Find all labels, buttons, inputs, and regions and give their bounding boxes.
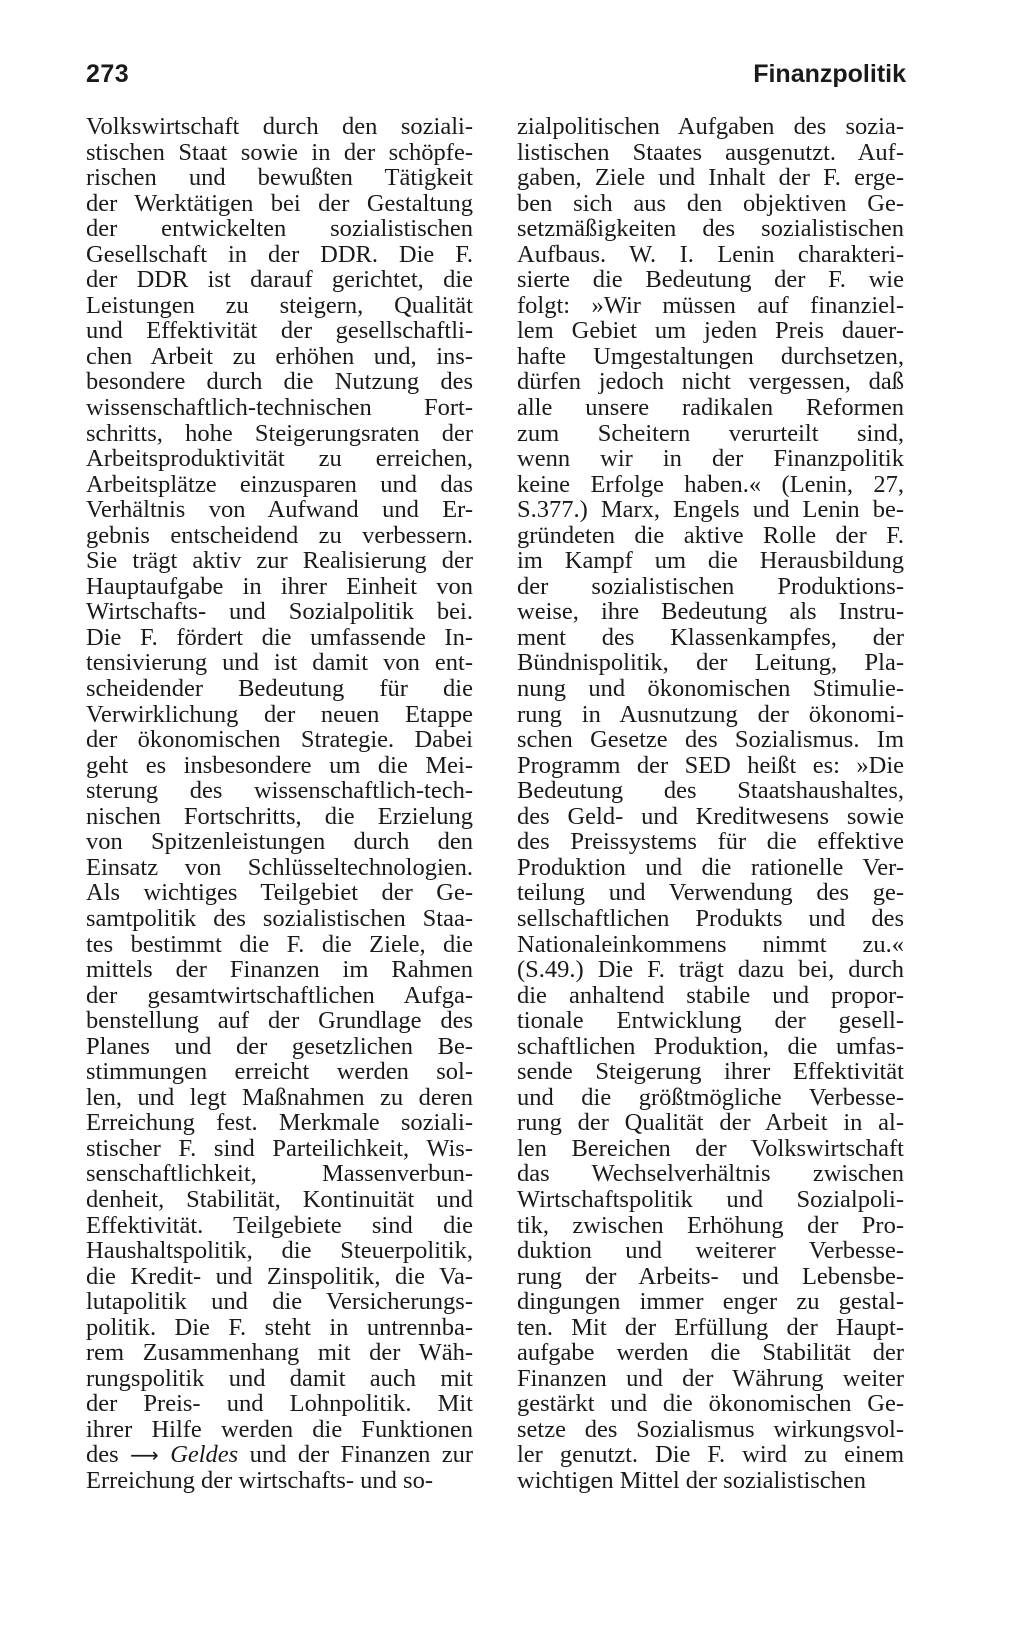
text-line: samtpolitik des sozialistischen Staa-: [86, 904, 473, 932]
text-line: und Effektivität der gesellschaftli-: [86, 317, 473, 345]
text-line: lem Gebiet um jeden Preis dauer-: [517, 317, 904, 345]
text-line: schen Gesetze des Sozialismus. Im: [517, 726, 904, 754]
text-line: Die F. fördert die umfassende In-: [86, 623, 473, 651]
text-line: rung der Qualität der Arbeit in al-: [517, 1109, 904, 1137]
text-line: Als wichtiges Teilgebiet der Ge-: [86, 879, 473, 907]
text-line: dingungen immer enger zu gestal-: [517, 1288, 904, 1316]
text-line: benstellung auf der Grundlage des: [86, 1007, 473, 1035]
text-line: ihrer Hilfe werden die Funktionen: [86, 1415, 473, 1443]
text-line: Arbeitsproduktivität zu erreichen,: [86, 445, 473, 473]
text-line: Aufbaus. W. I. Lenin charakteri-: [517, 240, 904, 268]
text-line: setzmäßigkeiten des sozialistischen: [517, 215, 904, 243]
text-line: Nationaleinkommens nimmt zu.«: [517, 930, 904, 958]
text-line: Effektivität. Teilgebiete sind die: [86, 1211, 473, 1239]
text-fragment: und der Finanzen zur: [249, 1441, 474, 1469]
text-line: Planes und der gesetzlichen Be-: [86, 1032, 473, 1060]
text-line: Sie trägt aktiv zur Realisierung der: [86, 547, 473, 575]
text-line: len Bereichen der Volkswirtschaft: [517, 1134, 904, 1162]
text-line: rung der Arbeits- und Lebensbe-: [517, 1262, 904, 1290]
text-line: teilung und Verwendung des ge-: [517, 879, 904, 907]
text-line: chen Arbeit zu erhöhen und, ins-: [86, 342, 473, 370]
text-line: rem Zusammenhang mit der Wäh-: [86, 1339, 473, 1367]
text-line: ten. Mit der Erfüllung der Haupt-: [517, 1313, 904, 1341]
text-line: gaben, Ziele und Inhalt der F. erge-: [517, 164, 904, 192]
text-line: dürfen jedoch nicht vergessen, daß: [517, 368, 904, 396]
text-line: Produktion und die rationelle Ver-: [517, 853, 904, 881]
text-line: ler genutzt. Die F. wird zu einem: [517, 1441, 904, 1469]
text-line: senschaftlichkeit, Massenverbun-: [86, 1160, 473, 1188]
text-line: des Preissystems für die effektive: [517, 828, 904, 856]
left-column: [86, 114, 473, 1494]
text-line: stischer F. sind Parteilichkeit, Wis-: [86, 1134, 473, 1162]
text-line: stischen Staat sowie in der schöpfe-: [86, 138, 473, 166]
text-line: politik. Die F. steht in untrennba-: [86, 1313, 473, 1341]
text-line: schaftlichen Produktion, die umfas-: [517, 1032, 904, 1060]
text-line: zum Scheitern verurteilt sind,: [517, 419, 904, 447]
text-line: nung und ökonomischen Stimulie-: [517, 675, 904, 703]
text-line: zialpolitischen Aufgaben des sozia-: [517, 113, 904, 140]
text-line: Einsatz von Schlüsseltechnologien.: [86, 853, 473, 881]
text-line-link: [86, 1442, 473, 1468]
text-line: im Kampf um die Herausbildung: [517, 547, 904, 575]
text-line: tionale Entwicklung der gesell-: [517, 1007, 904, 1035]
running-head: Finanzpolitik: [753, 60, 906, 88]
text-line: rungspolitik und damit auch mit: [86, 1364, 473, 1392]
text-line: aufgabe werden die Stabilität der: [517, 1339, 904, 1367]
text-line: ben sich aus den objektiven Ge-: [517, 189, 904, 217]
text-line: len, und legt Maßnahmen zu deren: [86, 1083, 473, 1111]
text-line: der ökonomischen Strategie. Dabei: [86, 726, 473, 754]
text-line: Gesellschaft in der DDR. Die F.: [86, 240, 473, 268]
text-line: sierte die Bedeutung der F. wie: [517, 266, 904, 294]
text-line: gründeten die aktive Rolle der F.: [517, 521, 904, 549]
text-fragment: des: [86, 1441, 119, 1469]
text-line: der gesamtwirtschaftlichen Aufga-: [86, 981, 473, 1009]
text-line: wichtigen Mittel der sozialistischen: [517, 1466, 867, 1494]
text-line: und die größtmögliche Verbesse-: [517, 1083, 904, 1111]
text-line: Verhältnis von Aufwand und Er-: [86, 496, 473, 524]
text-line: Wirtschaftspolitik und Sozialpoli-: [517, 1185, 904, 1213]
arrow-icon: ⟶: [130, 1443, 159, 1468]
page-number: 273: [86, 60, 130, 88]
text-line: der Preis- und Lohnpolitik. Mit: [86, 1390, 473, 1418]
cross-reference-link[interactable]: Geldes: [170, 1441, 239, 1469]
text-line: Programm der SED heißt es: »Die: [517, 751, 904, 779]
text-line: alle unsere radikalen Reformen: [517, 394, 904, 422]
text-line: Wirtschafts- und Sozialpolitik bei.: [86, 598, 473, 626]
text-line: S.377.) Marx, Engels und Lenin be-: [517, 496, 904, 524]
text-line: geht es insbesondere um die Mei-: [86, 751, 473, 779]
text-line: des Geld- und Kreditwesens sowie: [517, 802, 904, 830]
text-line: setze des Sozialismus wirkungsvol-: [517, 1415, 904, 1443]
text-line: der sozialistischen Produktions-: [517, 572, 904, 600]
text-line: scheidender Bedeutung für die: [86, 675, 473, 703]
text-line: tik, zwischen Erhöhung der Pro-: [517, 1211, 904, 1239]
text-line: der entwickelten sozialistischen: [86, 215, 473, 243]
text-line: Volkswirtschaft durch den soziali-: [86, 113, 473, 140]
text-line: die Kredit- und Zinspolitik, die Va-: [86, 1262, 473, 1290]
text-line: wenn wir in der Finanzpolitik: [517, 445, 904, 473]
text-line: rung in Ausnutzung der ökonomi-: [517, 700, 904, 728]
text-line: der Werktätigen bei der Gestaltung: [86, 189, 473, 217]
text-line: folgt: »Wir müssen auf finanziel-: [517, 291, 904, 319]
text-line: duktion und weiterer Verbesse-: [517, 1237, 904, 1265]
text-line: Bündnispolitik, der Leitung, Pla-: [517, 649, 904, 677]
text-line: Verwirklichung der neuen Etappe: [86, 700, 473, 728]
text-line: hafte Umgestaltungen durchsetzen,: [517, 342, 904, 370]
text-line: Erreichung fest. Merkmale soziali-: [86, 1109, 473, 1137]
text-line: keine Erfolge haben.« (Lenin, 27,: [517, 470, 904, 498]
text-line: sellschaftlichen Produkts und des: [517, 904, 904, 932]
text-line: stimmungen erreicht werden sol-: [86, 1058, 473, 1086]
text-line: Finanzen und der Währung weiter: [517, 1364, 904, 1392]
text-line: besondere durch die Nutzung des: [86, 368, 473, 396]
text-line: weise, ihre Bedeutung als Instru-: [517, 598, 904, 626]
text-line: Haushaltspolitik, die Steuerpolitik,: [86, 1237, 473, 1265]
text-line: die anhaltend stabile und propor-: [517, 981, 904, 1009]
right-column: [517, 114, 904, 1494]
text-line: ment des Klassenkampfes, der: [517, 623, 904, 651]
text-line: mittels der Finanzen im Rahmen: [86, 956, 473, 984]
text-line: Hauptaufgabe in ihrer Einheit von: [86, 572, 473, 600]
text-line: schritts, hohe Steigerungsraten der: [86, 419, 473, 447]
text-line: denheit, Stabilität, Kontinuität und: [86, 1185, 473, 1213]
text-line: sterung des wissenschaftlich-tech-: [86, 777, 473, 805]
text-line: gestärkt und die ökonomischen Ge-: [517, 1390, 904, 1418]
text-line: Erreichung der wirtschafts- und so-: [86, 1466, 433, 1494]
text-line: sende Steigerung ihrer Effektivität: [517, 1058, 904, 1086]
text-line: nischen Fortschritts, die Erzielung: [86, 802, 473, 830]
text-line: tensivierung und ist damit von ent-: [86, 649, 473, 677]
text-line: listischen Staates ausgenutzt. Auf-: [517, 138, 904, 166]
text-line: das Wechselverhältnis zwischen: [517, 1160, 904, 1188]
text-line: lutapolitik und die Versicherungs-: [86, 1288, 473, 1316]
text-line: gebnis entscheidend zu verbessern.: [86, 521, 473, 549]
text-line: Arbeitsplätze einzusparen und das: [86, 470, 473, 498]
text-line: Bedeutung des Staatshaushaltes,: [517, 777, 904, 805]
text-line: wissenschaftlich-technischen Fort-: [86, 394, 473, 422]
text-line: von Spitzenleistungen durch den: [86, 828, 473, 856]
text-line: (S.49.) Die F. trägt dazu bei, durch: [517, 956, 904, 984]
text-line: tes bestimmt die F. die Ziele, die: [86, 930, 473, 958]
text-line: Leistungen zu steigern, Qualität: [86, 291, 473, 319]
text-line: der DDR ist darauf gerichtet, die: [86, 266, 473, 294]
text-line: rischen und bewußten Tätigkeit: [86, 164, 473, 192]
